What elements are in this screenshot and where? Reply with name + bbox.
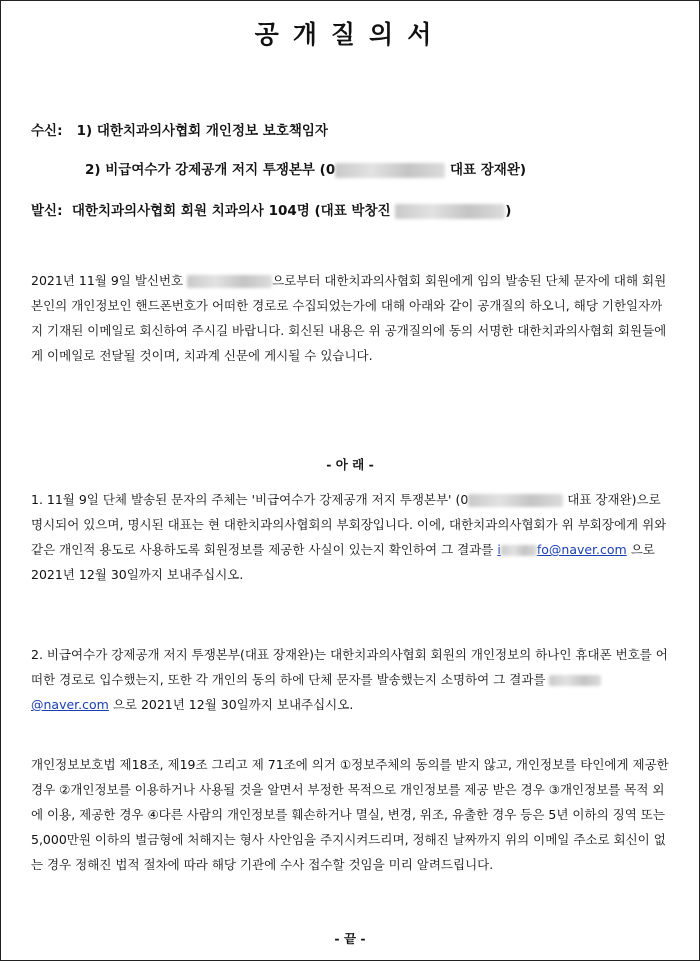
intro-text-1: 2021년 11월 9일 발신번호 [31, 273, 184, 288]
redacted-sender-contact [395, 204, 505, 219]
item-2-text-1: 2. 비급여수가 강제공개 저지 투쟁본부(대표 장재완)는 대한치과의사협회 회원의 개인정보의 하나인 휴대폰 번호를 어떠한 경로로 입수했는지, 또한 각 개인의 동의 하에 단체 문자를 발송했는지 소명하여 그 결과를 [31, 647, 668, 687]
sender-close: ) [505, 203, 512, 219]
document-title: 공개질의서 [254, 20, 446, 49]
item-1-paragraph [31, 487, 671, 587]
item-1-text-1: 1. 11월 9일 단체 발송된 문자의 주체는 '비급여수가 강제공개 저지 투쟁본부' (0 [31, 492, 469, 507]
recipient-line-1 [31, 119, 328, 139]
item-1-text-2: 대표 장재완)으로 명시되어 있으며, 명시된 대표는 현 대한치과의사협회의 부회장입니다. 이에, 대한치과의사협회가 위 부회장에게 위와 같은 개인적 용도로 사용하도록 회원정보를 제공한 사실이 있는지 확인하여 그 결과를 [31, 492, 667, 557]
item-2-paragraph [31, 642, 671, 717]
end-mark: - 끝 - [334, 931, 366, 946]
sender-label: 발신: [31, 203, 63, 219]
redacted-email-2 [549, 675, 601, 686]
email-link-2[interactable]: @naver.com [31, 672, 601, 712]
section-heading: - 아 래 - [326, 457, 374, 472]
recipient-label: 수신: [31, 123, 63, 139]
legal-paragraph: 개인정보보호법 제18조, 제19조 그리고 제 71조에 의거 ①정보주체의 동의를 받지 않고, 개인정보를 타인에게 제공한 경우 ②개인정보를 이용하거나 사용될 것을 알면서 부정한 목적으로 개인정보를 제공 받은 경우 ③개인정보를 목적 외에 이용, 제공한 경우 ④다른 사람의 개인정보를 훼손하거나 멸실, 변경, 위조, 유출한 경우 등은 5년 이하의 징역 또는 5,000만원 이하의 벌금형에 처해지는 형사 사안임을 주지시켜드리며, 정해진 날짜까지 위의 이메일 주소로 회신이 없는 경우 정해진 법적 절차에 따라 해당 기관에 수사 접수할 것임을 미리 알려드립니다. [31, 757, 669, 872]
redacted-phone-2 [468, 494, 563, 507]
sender-line [31, 199, 511, 219]
recipient-2: 2) 비급여수가 강제공개 저지 투쟁본부 (0 [85, 162, 336, 178]
sender-text: 대한치과의사협회 회원 치과의사 104명 (대표 박창진 [71, 203, 391, 219]
intro-paragraph [31, 268, 671, 368]
item-2-text-3: 으로 2021년 12월 30일까지 보내주십시오. [112, 697, 354, 712]
redacted-email-1 [501, 545, 537, 556]
recipient-2-rep: 대표 장재완) [449, 162, 527, 178]
intro-text-2: 으로부터 대한치과의사협회 회원에게 임의 발송된 단체 문자에 대해 회원 본인의 개인정보인 핸드폰번호가 어떠한 경로로 수집되었는가에 대해 아래와 같이 공개질의 하오니, 해당 기한일자까지 기재된 이메일로 회신하여 주시길 바랍니다. 회신된 내용은 위 공개질의에 동의 서명한 대한치과의사협회 회원들에게 이메일로 전달될 것이며, 치과계 신문에 게시될 수 있습니다. [31, 273, 667, 363]
redacted-phone [335, 163, 445, 178]
recipient-1: 1) 대한치과의사협회 개인정보 보호책임자 [76, 123, 328, 139]
recipient-line-2 [85, 158, 526, 178]
redacted-sender-number [187, 275, 272, 288]
email-link-1[interactable]: i fo@naver.com [497, 542, 627, 557]
item-1-text-3: 으로 2021년 12월 30일까지 보내주십시오. [31, 542, 655, 582]
